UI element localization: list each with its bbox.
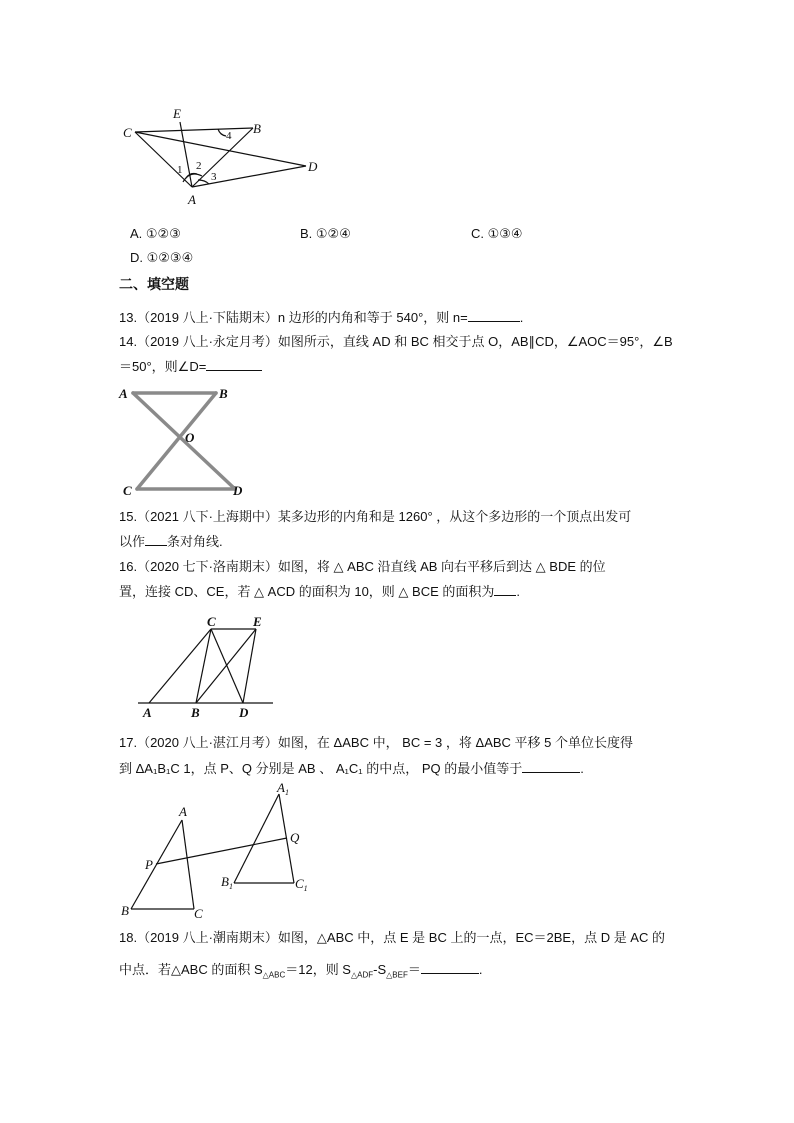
q12-label-D: D [308, 159, 318, 174]
q17-label-P: P [145, 857, 153, 872]
q16-label-D: D [239, 705, 249, 720]
q16-figure [135, 612, 280, 722]
q15-line2a: 以作 [119, 534, 146, 549]
q14-figure [115, 380, 255, 500]
q14-label-C: C [123, 483, 132, 498]
q17-label-Q: Q [290, 830, 300, 845]
q15-line1: 15.（2021 八下·上海期中）某多边形的内角和是 1260° ，从这个多边形的一个顶点出发可 [119, 509, 632, 524]
q12-option-c[interactable]: C. ①③④ [471, 226, 523, 241]
q18-line2b: ＝12，则 S [285, 962, 351, 977]
q18-line2a: 中点．若△ABC 的面积 S [119, 962, 263, 977]
q18-line2c: -S [373, 962, 387, 977]
q17-label-A1: $A_1$ [277, 780, 289, 797]
q16-line-CD [211, 629, 243, 703]
q12-label-4: 4 [226, 130, 232, 142]
q12-arc-4 [218, 129, 226, 136]
q12-option-a[interactable]: A. ①②③ [130, 226, 181, 241]
q17-line-A1B1 [234, 794, 279, 883]
q16-line-BE [196, 629, 256, 703]
q17-figure [115, 778, 325, 923]
q18-line2d: ＝ [407, 962, 421, 977]
q17-line-PQ [156, 838, 287, 864]
q14-line1: 14.（2019 八上·永定月考）如图所示，直线 AD 和 BC 相交于点 O，AB∥CD，∠AOC＝95°，∠B [119, 334, 673, 349]
q16-line1: 16.（2020 七下·洛南期末）如图，将 △ ABC 沿直线 AB 向右平移后到达 △ BDE 的位 [119, 559, 606, 574]
q13 [119, 308, 523, 328]
q12-line-BA [192, 128, 253, 187]
q16-line-CB [196, 629, 211, 703]
q16-end: . [516, 584, 520, 599]
q12-line-CB [135, 128, 253, 132]
q16-line2 [119, 582, 520, 602]
q16-line-AC [149, 629, 211, 703]
q16-label-C: C [207, 614, 216, 629]
q12-option-d[interactable]: D. ①②③④ [130, 250, 194, 265]
q16-line-ED [243, 629, 256, 703]
q13-answer-blank[interactable] [468, 308, 520, 322]
q14-label-D: D [233, 483, 243, 498]
q12-label-3: 3 [211, 171, 217, 183]
q18-sub-abc: △ABC [262, 970, 286, 980]
q12-label-E: E [173, 106, 181, 121]
q18-sub-bef: △BEF [386, 970, 408, 980]
q17-label-C: C [194, 906, 203, 921]
q14-label-O: O [185, 430, 195, 445]
q16-label-E: E [253, 614, 262, 629]
q15-line2 [119, 532, 223, 552]
q13-end: . [519, 310, 524, 325]
q14-label-A: A [119, 386, 128, 401]
q18-answer-blank[interactable] [421, 960, 479, 974]
q12-label-2: 2 [196, 160, 202, 172]
q16-label-B: B [191, 705, 200, 720]
q17-line-AC [182, 820, 194, 909]
q12-line-CD [135, 132, 306, 166]
q16-answer-blank[interactable] [494, 582, 516, 596]
q15-line2b: 条对角线. [167, 534, 223, 549]
q12-figure [110, 100, 340, 212]
q18-end: . [478, 962, 483, 977]
q17-end: . [580, 761, 584, 776]
q18-line1: 18.（2019 八上·潮南期末）如图，△ABC 中，点 E 是 BC 上的一点，EC＝2BE，点 D 是 AC 的 [119, 930, 665, 945]
q12-option-b[interactable]: B. ①②④ [300, 226, 351, 241]
q17-answer-blank[interactable] [522, 759, 580, 773]
q14-answer-blank[interactable] [206, 357, 262, 371]
q17-label-A: A [179, 804, 187, 819]
q16-label-A: A [143, 705, 152, 720]
q17-line2 [119, 759, 584, 779]
q17-label-C1: $C_1$ [295, 876, 308, 893]
q17-label-B: B [121, 903, 129, 918]
q18-sub-adf: △ADF [350, 970, 374, 980]
q17-label-B1: $B_1$ [221, 874, 233, 891]
q17-line1: 17.（2020 八上·湛江月考）如图，在 ΔABC 中， BC = 3 ，将 ΔABC 平移 5 个单位长度得 [119, 735, 633, 750]
q13-text: 13.（2019 八上·下陆期末）n 边形的内角和等于 540°，则 n= [119, 310, 468, 325]
q18-line2 [119, 960, 483, 986]
q17-line2-text: 到 ΔA₁B₁C 1，点 P、Q 分别是 AB 、 A₁C₁ 的中点， PQ 的最小值等于 [119, 761, 523, 776]
q15-answer-blank[interactable] [145, 532, 167, 546]
q14-line2 [119, 357, 262, 377]
q12-label-C: C [123, 125, 132, 140]
q12-label-1: 1 [177, 164, 183, 176]
q14-label-B: B [219, 386, 228, 401]
q12-label-A: A [188, 192, 196, 207]
q12-arc-3 [198, 180, 209, 184]
q16-line2-text: 置，连接 CD、CE，若 △ ACD 的面积为 10，则 △ BCE 的面积为 [119, 584, 495, 599]
section-title: 二、填空题 [119, 276, 189, 292]
q12-label-B: B [253, 121, 261, 136]
q14-line2-text: ＝50°，则∠D= [119, 359, 207, 374]
